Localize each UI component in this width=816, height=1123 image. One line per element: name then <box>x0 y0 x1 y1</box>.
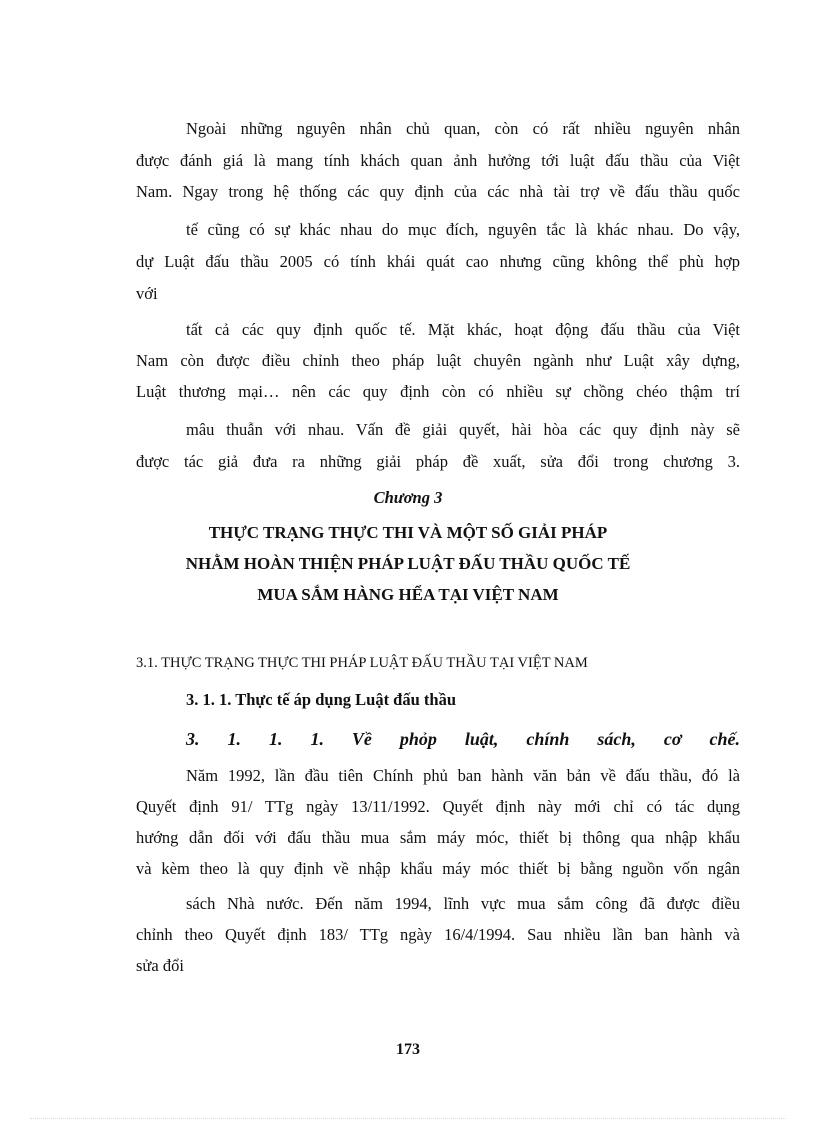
paragraph5-line-4: và kèm theo là quy định về nhập khẩu máy móc thiết bị bằng nguồn vốn ngân <box>136 859 740 878</box>
chapter-title-line-2: NHẰM HOÀN THIỆN PHÁP LUẬT ĐẤU THẦU QUỐC TẾ <box>185 554 631 573</box>
paragraph6-line-2: chỉnh theo Quyết định 183/ TTg ngày 16/4/1994. Sau nhiều lần ban hành và <box>136 925 740 944</box>
paragraph5-line-1: Năm 1992, lần đầu tiên Chính phủ ban hành văn bản về đấu thầu, đó là <box>186 766 740 785</box>
paragraph2-line-1: tế cũng có sự khác nhau do mục đích, nguyên tắc là khác nhau. Do vậy, <box>186 220 740 239</box>
paragraph3-line-1: tất cả các quy định quốc tế. Mặt khác, hoạt động đấu thầu của Việt <box>186 320 740 339</box>
paragraph1-line-2: được đánh giá là mang tính khách quan ảnh hưởng tới luật đấu thầu của Việt <box>136 151 740 170</box>
section-heading: 3.1. THỰC TRẠNG THỰC THI PHÁP LUẬT ĐẤU THẦU TẠI VIỆT NAM <box>136 655 588 671</box>
paragraph2-line-3: với <box>136 284 158 303</box>
subsubsection-heading: 3. 1. 1. 1. Về phỏp luật, chính sách, cơ chế. <box>186 729 740 749</box>
chapter-title-line-3: MUA SẮM HÀNG HỂA TẠI VIỆT NAM <box>257 585 559 604</box>
paragraph1-line-1: Ngoài những nguyên nhân chủ quan, còn có rất nhiều nguyên nhân <box>186 119 740 138</box>
paragraph4-line-1: mâu thuẫn với nhau. Vấn đề giải quyết, hài hòa các quy định này sẽ <box>186 420 740 439</box>
paragraph4-line-2: được tác giả đưa ra những giải pháp đề xuất, sửa đổi trong chương 3. <box>136 452 740 471</box>
paragraph3-line-2: Nam còn được điều chỉnh theo pháp luật chuyên ngành như Luật xây dựng, <box>136 351 740 370</box>
paragraph6-line-3: sửa đổi <box>136 956 184 975</box>
paragraph2-line-2: dự Luật đấu thầu 2005 có tính khái quát cao nhưng cũng không thể phù hợp <box>136 252 740 271</box>
paragraph5-line-2: Quyết định 91/ TTg ngày 13/11/1992. Quyết định này mới chỉ có tác dụng <box>136 797 740 816</box>
page-number: 173 <box>396 1041 420 1058</box>
paragraph3-line-3: Luật thương mại… nên các quy định còn có nhiều sự chồng chéo thậm trí <box>136 382 740 401</box>
paragraph5-line-3: hướng dẫn đối với đấu thầu mua sắm máy móc, thiết bị thông qua nhập khẩu <box>136 828 740 847</box>
paragraph6-line-1: sách Nhà nước. Đến năm 1994, lĩnh vực mua sắm công đã được điều <box>186 894 740 913</box>
chapter-label: Chương 3 <box>373 488 443 507</box>
subsection-heading: 3. 1. 1. Thực tế áp dụng Luật đấu thầu <box>186 690 457 709</box>
page-bottom-divider <box>30 1118 786 1119</box>
paragraph1-line-3: Nam. Ngay trong hệ thống các quy định của các nhà tài trợ về đấu thầu quốc <box>136 182 740 201</box>
chapter-title-line-1: THỰC TRẠNG THỰC THI VÀ MỘT SỐ GIẢI PHÁP <box>208 523 608 542</box>
